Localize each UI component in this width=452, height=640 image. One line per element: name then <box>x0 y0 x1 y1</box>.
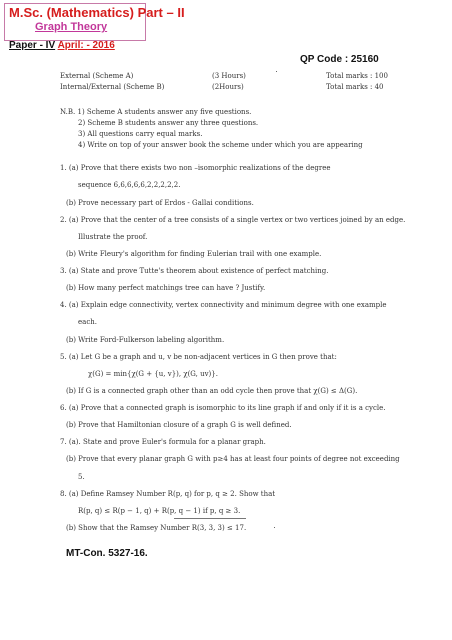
question-line: 7. (a). State and prove Euler's formula for a planar graph. <box>60 438 266 446</box>
paper-number: Paper - IV <box>9 40 56 51</box>
question-line: 2. (a) Prove that the center of a tree consists of a single vertex or two vertices joined by an edge. <box>60 216 406 224</box>
speck <box>274 527 275 528</box>
question-line: (b) How many perfect matchings tree can have ? Justify. <box>66 284 266 292</box>
paper-line <box>9 40 115 51</box>
note-line: 2) Scheme B students answer any three questions. <box>78 119 259 127</box>
speck <box>276 71 277 72</box>
question-line: Illustrate the proof. <box>78 233 148 241</box>
qp-code: QP Code : 25160 <box>300 54 379 65</box>
question-line: 5. (a) Let G be a graph and u, v be non-adjacent vertices in G then prove that: <box>60 353 337 361</box>
question-line: 5. <box>78 473 85 481</box>
question-line: (b) Prove that every planar graph G with p≥4 has at least four points of degree not exceeding <box>66 455 400 463</box>
question-line: each. <box>78 318 97 326</box>
scheme-marks: Total marks : 40 <box>326 83 384 91</box>
scheme-marks: Total marks : 100 <box>326 72 388 80</box>
question-line: (b) Write Ford-Fulkerson labeling algorithm. <box>66 336 225 344</box>
exam-date: April: - 2016 <box>57 40 115 51</box>
question-line: 1. (a) Prove that there exists two non –isomorphic realizations of the degree <box>60 164 331 172</box>
end-rule <box>174 518 246 519</box>
question-line: 4. (a) Explain edge connectivity, vertex connectivity and minimum degree with one example <box>60 301 387 309</box>
question-line: 8. (a) Define Ramsey Number R(p, q) for p, q ≥ 2. Show that <box>60 490 276 498</box>
question-line: (b) Prove necessary part of Erdos - Gallai conditions. <box>66 199 254 207</box>
note-line: 4) Write on top of your answer book the scheme under which you are appearing <box>78 141 363 149</box>
note-line: N.B. 1) Scheme A students answer any five questions. <box>60 108 252 116</box>
question-line: (b) Write Fleury's algorithm for finding Eulerian trail with one example. <box>66 250 322 258</box>
note-line: 3) All questions carry equal marks. <box>78 130 203 138</box>
question-line: (b) Prove that Hamiltonian closure of a graph G is well defined. <box>66 421 292 429</box>
question-line: (b) Show that the Ramsey Number R(3, 3, 3) ≤ 17. <box>66 524 247 532</box>
scheme-name: External (Scheme A) <box>60 72 134 80</box>
question-line: χ(G) = min{χ(G + {u, v}), χ(G, uv)}. <box>88 370 218 378</box>
question-line: 3. (a) State and prove Tutte's theorem about existence of perfect matching. <box>60 267 329 275</box>
scheme-hours: (2Hours) <box>212 83 244 91</box>
question-line: (b) If G is a connected graph other than an odd cycle then prove that χ(G) ≤ Δ(G). <box>66 387 358 395</box>
question-line: 6. (a) Prove that a connected graph is isomorphic to its line graph if and only if it is a cycle. <box>60 404 386 412</box>
scheme-hours: (3 Hours) <box>212 72 246 80</box>
footer-code: MT-Con. 5327-16. <box>66 548 148 559</box>
subject-title: Graph Theory <box>35 21 108 33</box>
exam-title: M.Sc. (Mathematics) Part – II <box>9 5 185 20</box>
scheme-name: Internal/External (Scheme B) <box>60 83 165 91</box>
question-line: sequence 6,6,6,6,6,2,2,2,2,2. <box>78 181 181 189</box>
question-line: R(p, q) ≤ R(p − 1, q) + R(p, q − 1) if p, q ≥ 3. <box>78 507 241 515</box>
